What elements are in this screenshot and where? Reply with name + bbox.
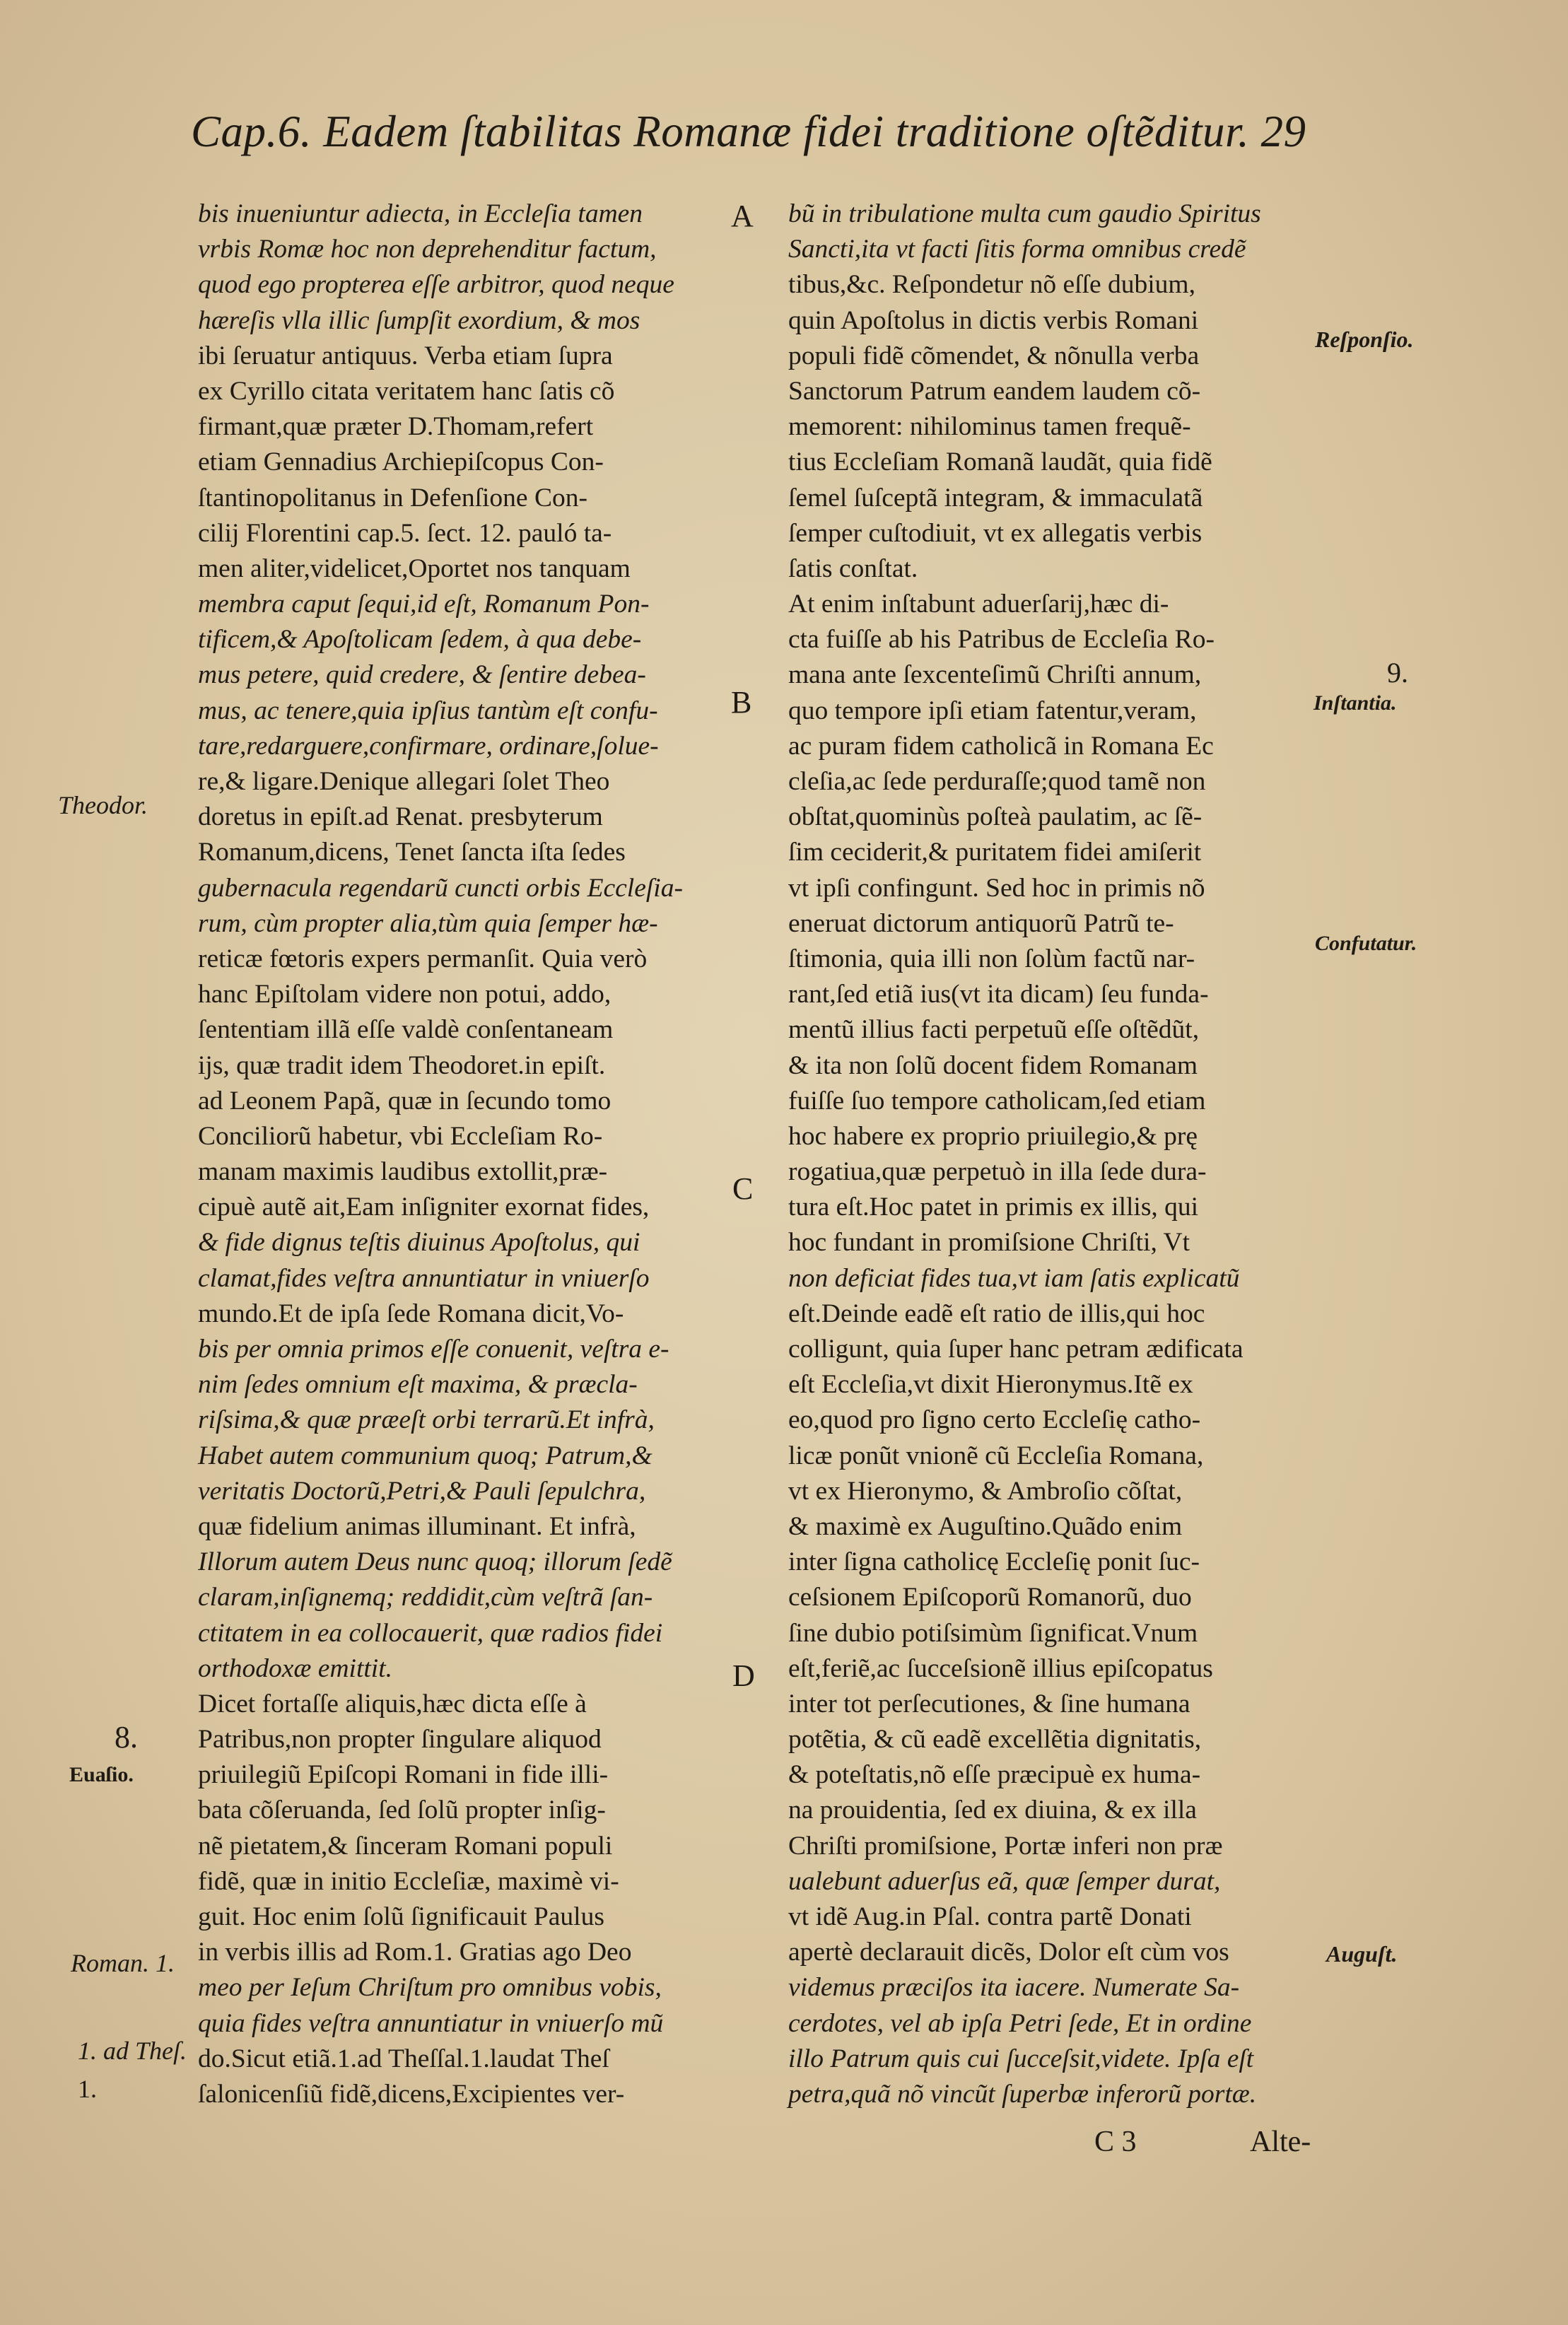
- left-column-line: claram,inſignemq; reddidit,cùm veſtrã ſan-: [198, 1583, 653, 1612]
- left-column-line: Romanum,dicens, Tenet ſancta iſta ſedes: [198, 838, 626, 867]
- right-column-line: eſt,feriẽ,ac ſucceſsionẽ illius epiſcopatus: [788, 1653, 1213, 1683]
- left-column-line: manam maximis laudibus extollit,præ-: [198, 1157, 608, 1187]
- right-column-line: & maximè ex Auguſtino.Quãdo enim: [788, 1511, 1183, 1541]
- right-column-line: cerdotes, vel ab ipſa Petri ſede, Et in ordine: [788, 2008, 1252, 2038]
- right-column-line: cta fuiſſe ab his Patribus de Eccleſia Ro-: [788, 625, 1215, 655]
- right-column-line: bũ in tribulatione multa cum gaudio Spiritus: [788, 199, 1261, 228]
- margin-note-instantia: Inſtantia.: [1314, 691, 1397, 715]
- right-column-line: na prouidentia, ſed ex diuina, & ex illa: [788, 1796, 1197, 1825]
- right-column-line: inter tot perſecutiones, & ſine humana: [788, 1689, 1190, 1718]
- right-column-line: ſine dubio potiſsimùm ſignificat.Vnum: [788, 1618, 1198, 1648]
- right-column-line: Chriſti promiſsione, Portæ inferi non præ: [788, 1831, 1223, 1861]
- left-column-line: tificem,& Apoſtolicam ſedem, à qua debe-: [198, 625, 642, 655]
- left-column-line: quæ fidelium animas illuminant. Et infrà,: [198, 1511, 636, 1541]
- right-column-line: cleſia,ac ſede perduraſſe;quod tamẽ non: [788, 767, 1206, 796]
- left-column-line: ctitatem in ea collocauerit, quæ radios fidei: [198, 1618, 663, 1648]
- left-column-line: men aliter,videlicet,Oportet nos tanquam: [198, 554, 631, 583]
- left-column-line: ijs, quæ tradit idem Theodoret.in epiſt.: [198, 1050, 606, 1080]
- left-column-line: ibi ſeruatur antiquus. Verba etiam ſupra: [198, 341, 613, 370]
- left-column-line: vrbis Romæ hoc non deprehenditur factum,: [198, 235, 657, 264]
- right-column-line: populi fidẽ cõmendet, & nõnulla verba: [788, 341, 1200, 370]
- right-column-line: & ita non ſolũ docent fidem Romanam: [788, 1050, 1198, 1080]
- right-column-line: mentũ illius facti perpetuũ eſſe oſtẽdũt,: [788, 1015, 1200, 1045]
- left-column-line: nim ſedes omnium eſt maxima, & præcla-: [198, 1370, 638, 1400]
- right-column-line: eſt.Deinde eadẽ eſt ratio de illis,qui hoc: [788, 1299, 1205, 1328]
- right-column-line: hoc habere ex proprio priuilegio,& prę: [788, 1121, 1198, 1151]
- right-column-line: rant,ſed etiã ius(vt ita dicam) ſeu funda-: [788, 980, 1209, 1009]
- right-text-column: [788, 197, 1261, 2112]
- left-column-line: Habet autem communium quoq; Patrum,&: [198, 1441, 653, 1470]
- signature-mark: C 3: [1094, 2126, 1137, 2158]
- left-column-line: priuilegiũ Epiſcopi Romani in fide illi-: [198, 1760, 609, 1790]
- right-column-line: mana ante ſexcenteſimũ Chriſti annum,: [788, 660, 1202, 690]
- margin-note-ad-thes-1: 1.: [78, 2075, 97, 2103]
- left-column-line: mus petere, quid credere, & ſentire debea-: [198, 660, 646, 690]
- left-column-line: ſententiam illã eſſe valdè conſentaneam: [198, 1015, 614, 1045]
- left-column-line: veritatis Doctorũ,Petri,& Pauli ſepulchra,: [198, 1476, 646, 1506]
- left-column-line: Dicet fortaſſe aliquis,hæc dicta eſſe à: [198, 1689, 587, 1718]
- left-column-line: hanc Epiſtolam videre non potui, addo,: [198, 980, 612, 1009]
- left-column-line: do.Sicut etiã.1.ad Theſſal.1.laudat Theſ: [198, 2044, 609, 2073]
- left-column-line: cipuè autẽ ait,Eam inſigniter exornat fides,: [198, 1193, 650, 1222]
- right-column-line: illo Patrum quis cui ſucceſsit,videte. Ipſa eſt: [788, 2044, 1254, 2073]
- left-column-line: membra caput ſequi,id eſt, Romanum Pon-: [198, 590, 650, 619]
- left-column-line: riſsima,& quæ præeſt orbi terrarũ.Et infrà,: [198, 1405, 655, 1435]
- right-column-line: eſt Eccleſia,vt dixit Hieronymus.Itẽ ex: [788, 1370, 1193, 1400]
- right-column-line: quo tempore ipſi etiam fatentur,veram,: [788, 696, 1197, 725]
- right-column-line: videmus præciſos ita iacere. Numerate Sa-: [788, 1973, 1240, 2003]
- right-column-line: apertè declarauit dicẽs, Dolor eſt cùm vos: [788, 1938, 1229, 1967]
- right-column-line: fuiſſe ſuo tempore catholicam,ſed etiam: [788, 1086, 1206, 1115]
- right-column-line: At enim inſtabunt aduerſarij,hæc di-: [788, 590, 1169, 619]
- left-column-line: gubernacula regendarũ cuncti orbis Eccleſia-: [198, 873, 683, 903]
- left-column-line: tare,redarguere,confirmare, ordinare,ſolue-: [198, 731, 659, 761]
- left-column-line: rum, cùm propter alia,tùm quia ſemper hæ-: [198, 908, 658, 938]
- right-column-line: non deficiat fides tua,vt iam ſatis explicatũ: [788, 1263, 1240, 1293]
- right-column-line: quin Apoſtolus in dictis verbis Romani: [788, 305, 1199, 335]
- left-column-line: ſtantinopolitanus in Defenſione Con-: [198, 483, 587, 513]
- left-column-line: re,& ligare.Denique allegari ſolet Theo: [198, 767, 610, 796]
- left-column-line: bis per omnia primos eſſe conuenit, veſtra e-: [198, 1335, 669, 1364]
- left-column-line: in verbis illis ad Rom.1. Gratias ago Deo: [198, 1938, 632, 1967]
- right-column-line: eneruat dictorum antiquorũ Patrũ te-: [788, 908, 1174, 938]
- margin-note-roman: Roman. 1.: [71, 1949, 175, 1977]
- right-column-line: licæ ponũt vnionẽ cũ Eccleſia Romana,: [788, 1441, 1204, 1470]
- right-column-line: vt ex Hieronymo, & Ambroſio cõſtat,: [788, 1476, 1183, 1506]
- right-column-line: ac puram fidem catholicã in Romana Ec: [788, 731, 1214, 761]
- left-column-line: nẽ pietatem,& ſinceram Romani populi: [198, 1831, 613, 1861]
- right-column-line: ſemper cuſtodiuit, vt ex allegatis verbis: [788, 518, 1203, 548]
- right-column-line: tura eſt.Hoc patet in primis ex illis, qui: [788, 1193, 1199, 1222]
- right-column-line: ceſsionem Epiſcoporũ Romanorũ, duo: [788, 1583, 1192, 1612]
- right-column-line: ſemel ſuſceptã integram, & immaculatã: [788, 483, 1203, 513]
- right-column-line: vt idẽ Aug.in Pſal. contra partẽ Donati: [788, 1902, 1192, 1931]
- section-marker-b: B: [731, 685, 752, 720]
- left-column-line: fidẽ, quæ in initio Eccleſiæ, maximè vi-: [198, 1866, 619, 1896]
- right-column-line: ſim ceciderit,& puritatem fidei amiſerit: [788, 838, 1202, 867]
- left-column-line: clamat,fides veſtra annuntiatur in vniuerſo: [198, 1263, 650, 1293]
- right-column-line: petra,quã nõ vincũt ſuperbæ inferorũ portæ.: [788, 2079, 1257, 2109]
- right-column-line: rogatiua,quæ perpetuò in illa ſede dura-: [788, 1157, 1207, 1187]
- right-column-line: ſatis conſtat.: [788, 554, 918, 583]
- running-header: Cap.6. Eadem ſtabilitas Romanæ fidei traditione oſtẽditur. 29: [191, 107, 1306, 156]
- section-marker-a: A: [731, 199, 754, 233]
- left-column-line: orthodoxæ emittit.: [198, 1653, 392, 1683]
- right-column-line: Sanctorum Patrum eandem laudem cõ-: [788, 376, 1201, 406]
- left-text-column: [198, 197, 683, 2112]
- left-column-line: & fide dignus teſtis diuinus Apoſtolus, qui: [198, 1228, 640, 1258]
- left-column-line: Illorum autem Deus nunc quoq; illorum ſedẽ: [198, 1547, 672, 1577]
- right-column-line: obſtat,quominùs poſteà paulatim, ac ſẽ-: [788, 802, 1203, 832]
- right-column-line: inter ſigna catholicę Eccleſię ponit ſuc-: [788, 1547, 1200, 1577]
- right-column-line: hoc fundant in promiſsione Chriſti, Vt: [788, 1228, 1190, 1258]
- left-column-line: meo per Ieſum Chriſtum pro omnibus vobis,: [198, 1973, 662, 2003]
- left-column-line: ad Leonem Papã, quæ in ſecundo tomo: [198, 1086, 612, 1115]
- right-column-line: ualebunt aduerſus eã, quæ ſemper durat,: [788, 1866, 1221, 1896]
- right-column-line: vt ipſi confingunt. Sed hoc in primis nõ: [788, 873, 1205, 903]
- right-column-line: Sancti,ita vt facti ſitis forma omnibus credẽ: [788, 235, 1246, 264]
- right-column-line: & poteſtatis,nõ eſſe præcipuè ex huma-: [788, 1760, 1201, 1790]
- margin-note-august: Auguſt.: [1326, 1941, 1398, 1967]
- left-column-line: quod ego propterea eſſe arbitror, quod neque: [198, 270, 674, 300]
- left-column-line: bis inueniuntur adiecta, in Eccleſia tamen: [198, 199, 643, 228]
- left-column-line: Conciliorũ habetur, vbi Eccleſiam Ro-: [198, 1121, 603, 1151]
- right-column-line: eo,quod pro ſigno certo Eccleſię catho-: [788, 1405, 1201, 1435]
- margin-note-number-8: 8.: [115, 1720, 138, 1755]
- right-column-line: tibus,&c. Reſpondetur nõ eſſe dubium,: [788, 270, 1195, 300]
- left-column-line: guit. Hoc enim ſolũ ſignificauit Paulus: [198, 1902, 604, 1931]
- right-column-line: memorent: nihilominus tamen frequẽ-: [788, 412, 1191, 442]
- left-column-line: firmant,quæ præter D.Thomam,refert: [198, 412, 594, 442]
- left-column-line: reticæ fœtoris expers permanſit. Quia verò: [198, 944, 648, 973]
- margin-note-responsio: Reſponſio.: [1315, 327, 1414, 352]
- left-column-line: ex Cyrillo citata veritatem hanc ſatis cõ: [198, 376, 615, 406]
- margin-note-theodor: Theodor.: [58, 791, 148, 819]
- left-column-line: mundo.Et de ipſa ſede Romana dicit,Vo-: [198, 1299, 624, 1328]
- left-column-line: bata cõſeruanda, ſed ſolũ propter inſig-: [198, 1796, 606, 1825]
- right-column-line: colligunt, quia ſuper hanc petram ædificata: [788, 1335, 1244, 1364]
- right-column-line: tius Eccleſiam Romanã laudãt, quia fidẽ: [788, 447, 1212, 477]
- margin-note-confutatur: Confutatur.: [1315, 932, 1417, 955]
- left-column-line: cilij Florentini cap.5. ſect. 12. pauló ta-: [198, 518, 612, 548]
- section-marker-d: D: [732, 1658, 755, 1693]
- left-column-line: quia fides veſtra annuntiatur in vniuerſo mũ: [198, 2008, 664, 2038]
- left-column-line: doretus in epiſt.ad Renat. presbyterum: [198, 802, 603, 832]
- left-column-line: mus, ac tenere,quia ipſius tantùm eſt confu-: [198, 696, 658, 725]
- catchword: Alte-: [1250, 2126, 1311, 2158]
- left-column-line: ſalonicenſiũ fidẽ,dicens,Excipientes ver-: [198, 2079, 625, 2109]
- right-column-line: ſtimonia, quia illi non ſolùm factũ nar-: [788, 944, 1195, 973]
- section-marker-c: C: [732, 1171, 754, 1206]
- right-column-line: potẽtia, & cũ eadẽ excellẽtia dignitatis,: [788, 1725, 1202, 1755]
- left-column-line: Patribus,non propter ſingulare aliquod: [198, 1725, 602, 1755]
- left-column-line: hæreſis vlla illic ſumpſit exordium, & mos: [198, 305, 640, 335]
- left-column-line: etiam Gennadius Archiepiſcopus Con-: [198, 447, 604, 477]
- margin-note-ad-thes: 1. ad Theſ.: [78, 2037, 187, 2065]
- margin-note-euasio: Euaſio.: [69, 1763, 134, 1786]
- margin-note-number-9: 9.: [1387, 657, 1408, 689]
